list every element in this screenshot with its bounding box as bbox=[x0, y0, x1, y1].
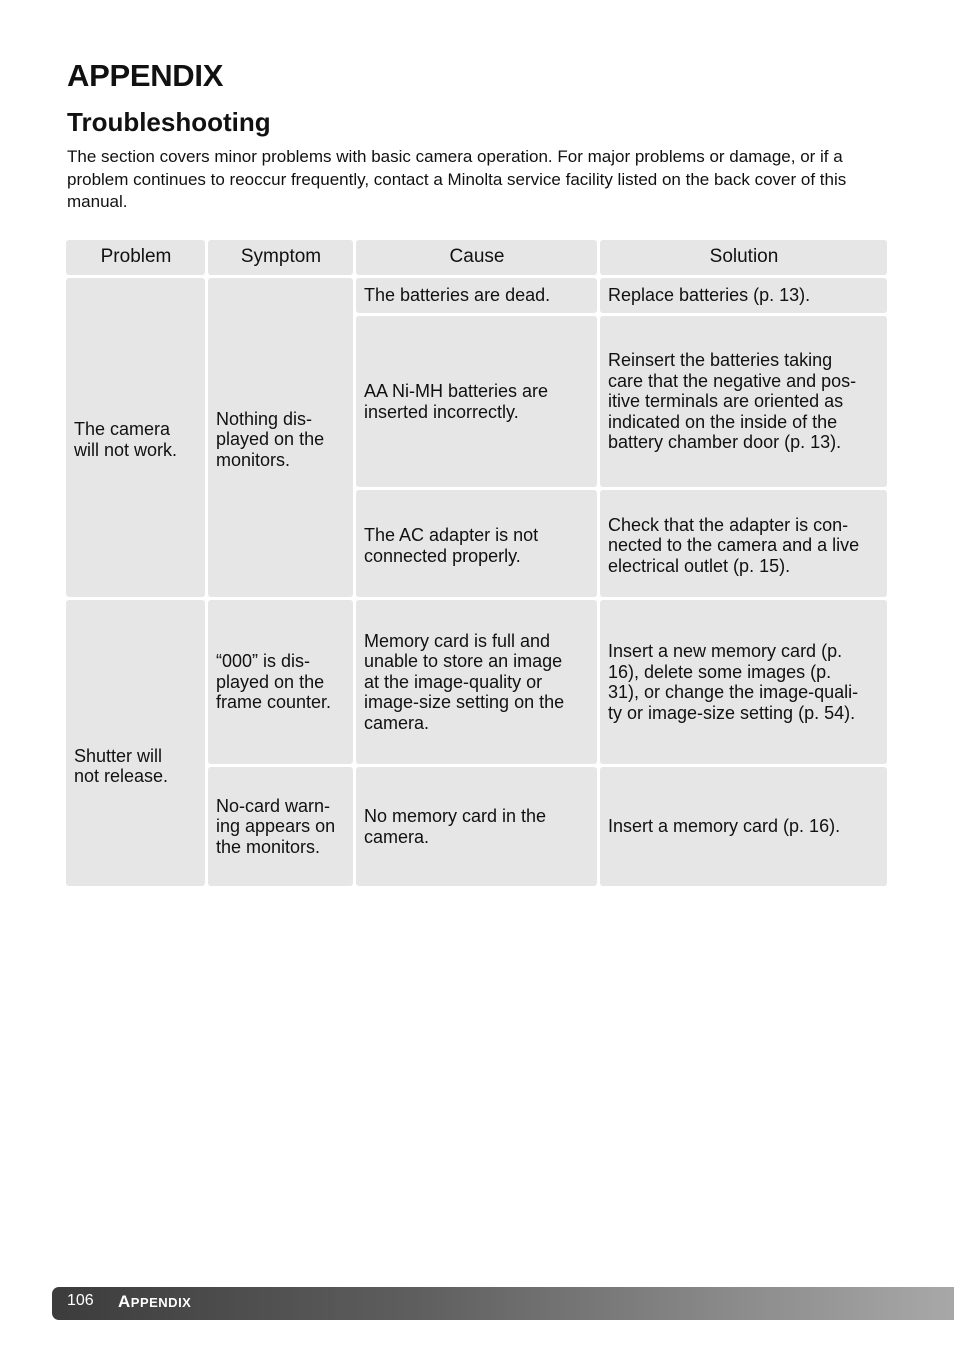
footer-section-label: APPENDIX bbox=[118, 1292, 192, 1311]
intro-paragraph: The section covers minor problems with basic camera operation. For major problems or damage, or if a problem continues to reoccur frequently, contact a Minolta service facility listed on the back cover of this manual. bbox=[67, 147, 847, 211]
table-cell-cause: No memory card in the camera. bbox=[356, 767, 597, 886]
table-cell-solution: Check that the adapter is con- nected to the camera and a live electrical outlet (p. 15). bbox=[600, 490, 887, 597]
table-cell-solution: Insert a memory card (p. 16). bbox=[600, 767, 887, 886]
table-cell-solution: Reinsert the batteries taking care that the negative and pos- itive terminals are oriented as indicated on the inside of the battery chamber door (p. 13). bbox=[600, 316, 887, 487]
table-cell-symptom: “000” is dis- played on the frame counter. bbox=[208, 600, 353, 764]
table-cell-symptom: Nothing dis- played on the monitors. bbox=[208, 278, 353, 597]
table-cell-cause: Memory card is full and unable to store an image at the image-quality or image-size setting on the camera. bbox=[356, 600, 597, 764]
table-cell-symptom: No-card warn- ing appears on the monitors. bbox=[208, 767, 353, 886]
table-cell-solution: Insert a new memory card (p. 16), delete some images (p. 31), or change the image-quali- ty or image-size setting (p. 54). bbox=[600, 600, 887, 764]
table-cell-problem: The camera will not work. bbox=[66, 278, 205, 597]
header-problem: Problem bbox=[66, 240, 205, 275]
header-cause: Cause bbox=[356, 240, 597, 275]
page-number: 106 bbox=[67, 1292, 94, 1309]
table-cell-cause: AA Ni-MH batteries are inserted incorrectly. bbox=[356, 316, 597, 487]
page-title: APPENDIX bbox=[67, 58, 224, 93]
header-symptom: Symptom bbox=[208, 240, 353, 275]
table-cell-problem: Shutter will not release. bbox=[66, 600, 205, 886]
header-solution: Solution bbox=[600, 240, 887, 275]
table-cell-solution: Replace batteries (p. 13). bbox=[600, 278, 887, 313]
table-cell-cause: The batteries are dead. bbox=[356, 278, 597, 313]
table-cell-cause: The AC adapter is not connected properly. bbox=[356, 490, 597, 597]
section-heading: Troubleshooting bbox=[67, 107, 271, 137]
